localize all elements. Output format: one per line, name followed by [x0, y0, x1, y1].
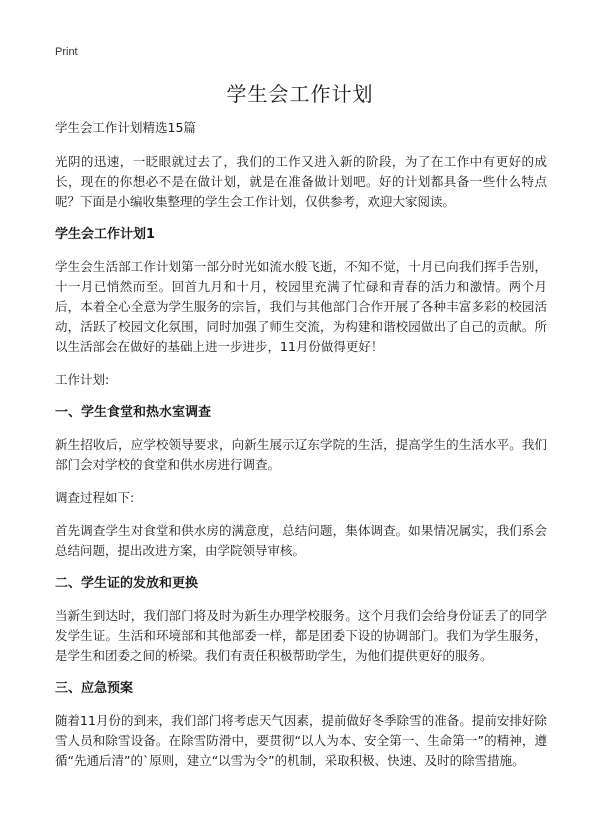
page-title: 学生会工作计划: [226, 82, 374, 106]
section1-paragraph1: 新生招收后，应学校领导要求，向新生展示辽东学院的生活，提高学生的生活水平。我们部门会对学校的食堂和供水房进行调查。: [55, 437, 547, 472]
subtitle: 学生会工作计划精选15篇: [55, 120, 196, 135]
intro-paragraph: 光阴的迅速，一眨眼就过去了，我们的工作又进入新的阶段，为了在工作中有更好的成长，现在的你想必不是在做计划，就是在准备做计划吧。好的计划都具备一些什么特点呢？下面是小编收集整理的学生会工作计划，仅供参考，欢迎大家阅读。: [55, 154, 547, 209]
print-link[interactable]: Print: [55, 46, 78, 58]
section3-paragraph1: 随着11月份的到来，我们部门将考虑天气因素，提前做好冬季除雪的准备。提前安排好除雪人员和除雪设备。在除雪防滑中，要贯彻“以人为本、安全第一、生命第一”的精神，遵循“先通后清”的`原则，建立“以雪为令”的机制，采取积极、快速、及时的除雪措施。: [55, 713, 547, 768]
document-body: [55, 118, 547, 784]
work-plan-label: 工作计划:: [55, 372, 110, 387]
section3-heading: 三、应急预案: [55, 681, 134, 696]
section1-paragraph2: 调查过程如下:: [55, 490, 135, 505]
section2-heading: 二、学生证的发放和更换: [55, 576, 199, 591]
section2-paragraph1: 当新生到达时，我们部门将及时为新生办理学校服务。这个月我们会给身份证丢了的同学发学生证。生活和环境部和其他部委一样，都是团委下设的协调部门。我们为学生服务，是学生和团委之间的桥梁。我们有责任积极帮助学生，为他们提供更好的服务。: [55, 608, 547, 663]
section1-paragraph3: 首先调查学生对食堂和供水房的满意度，总结问题，集体调查。如果情况属实，我们系会总结问题，提出改进方案，由学院领导审核。: [55, 523, 547, 558]
plan1-heading: 学生会工作计划1: [55, 227, 156, 242]
plan1-paragraph: 学生会生活部工作计划第一部分时光如流水般飞逝，不知不觉，十月已向我们挥手告别，十一月已悄然而至。回首九月和十月，校园里充满了忙碌和青春的活力和激情。两个月后，本着全心全意为学生服务的宗旨，我们与其他部门合作开展了各种丰富多彩的校园活动，活跃了校园文化氛围，同时加强了师生交流，为构建和谐校园做出了自己的贡献。所以生活部会在做好的基础上进一步进步，11月份做得更好！: [55, 259, 547, 354]
section1-heading: 一、学生食堂和热水室调查: [55, 405, 212, 420]
